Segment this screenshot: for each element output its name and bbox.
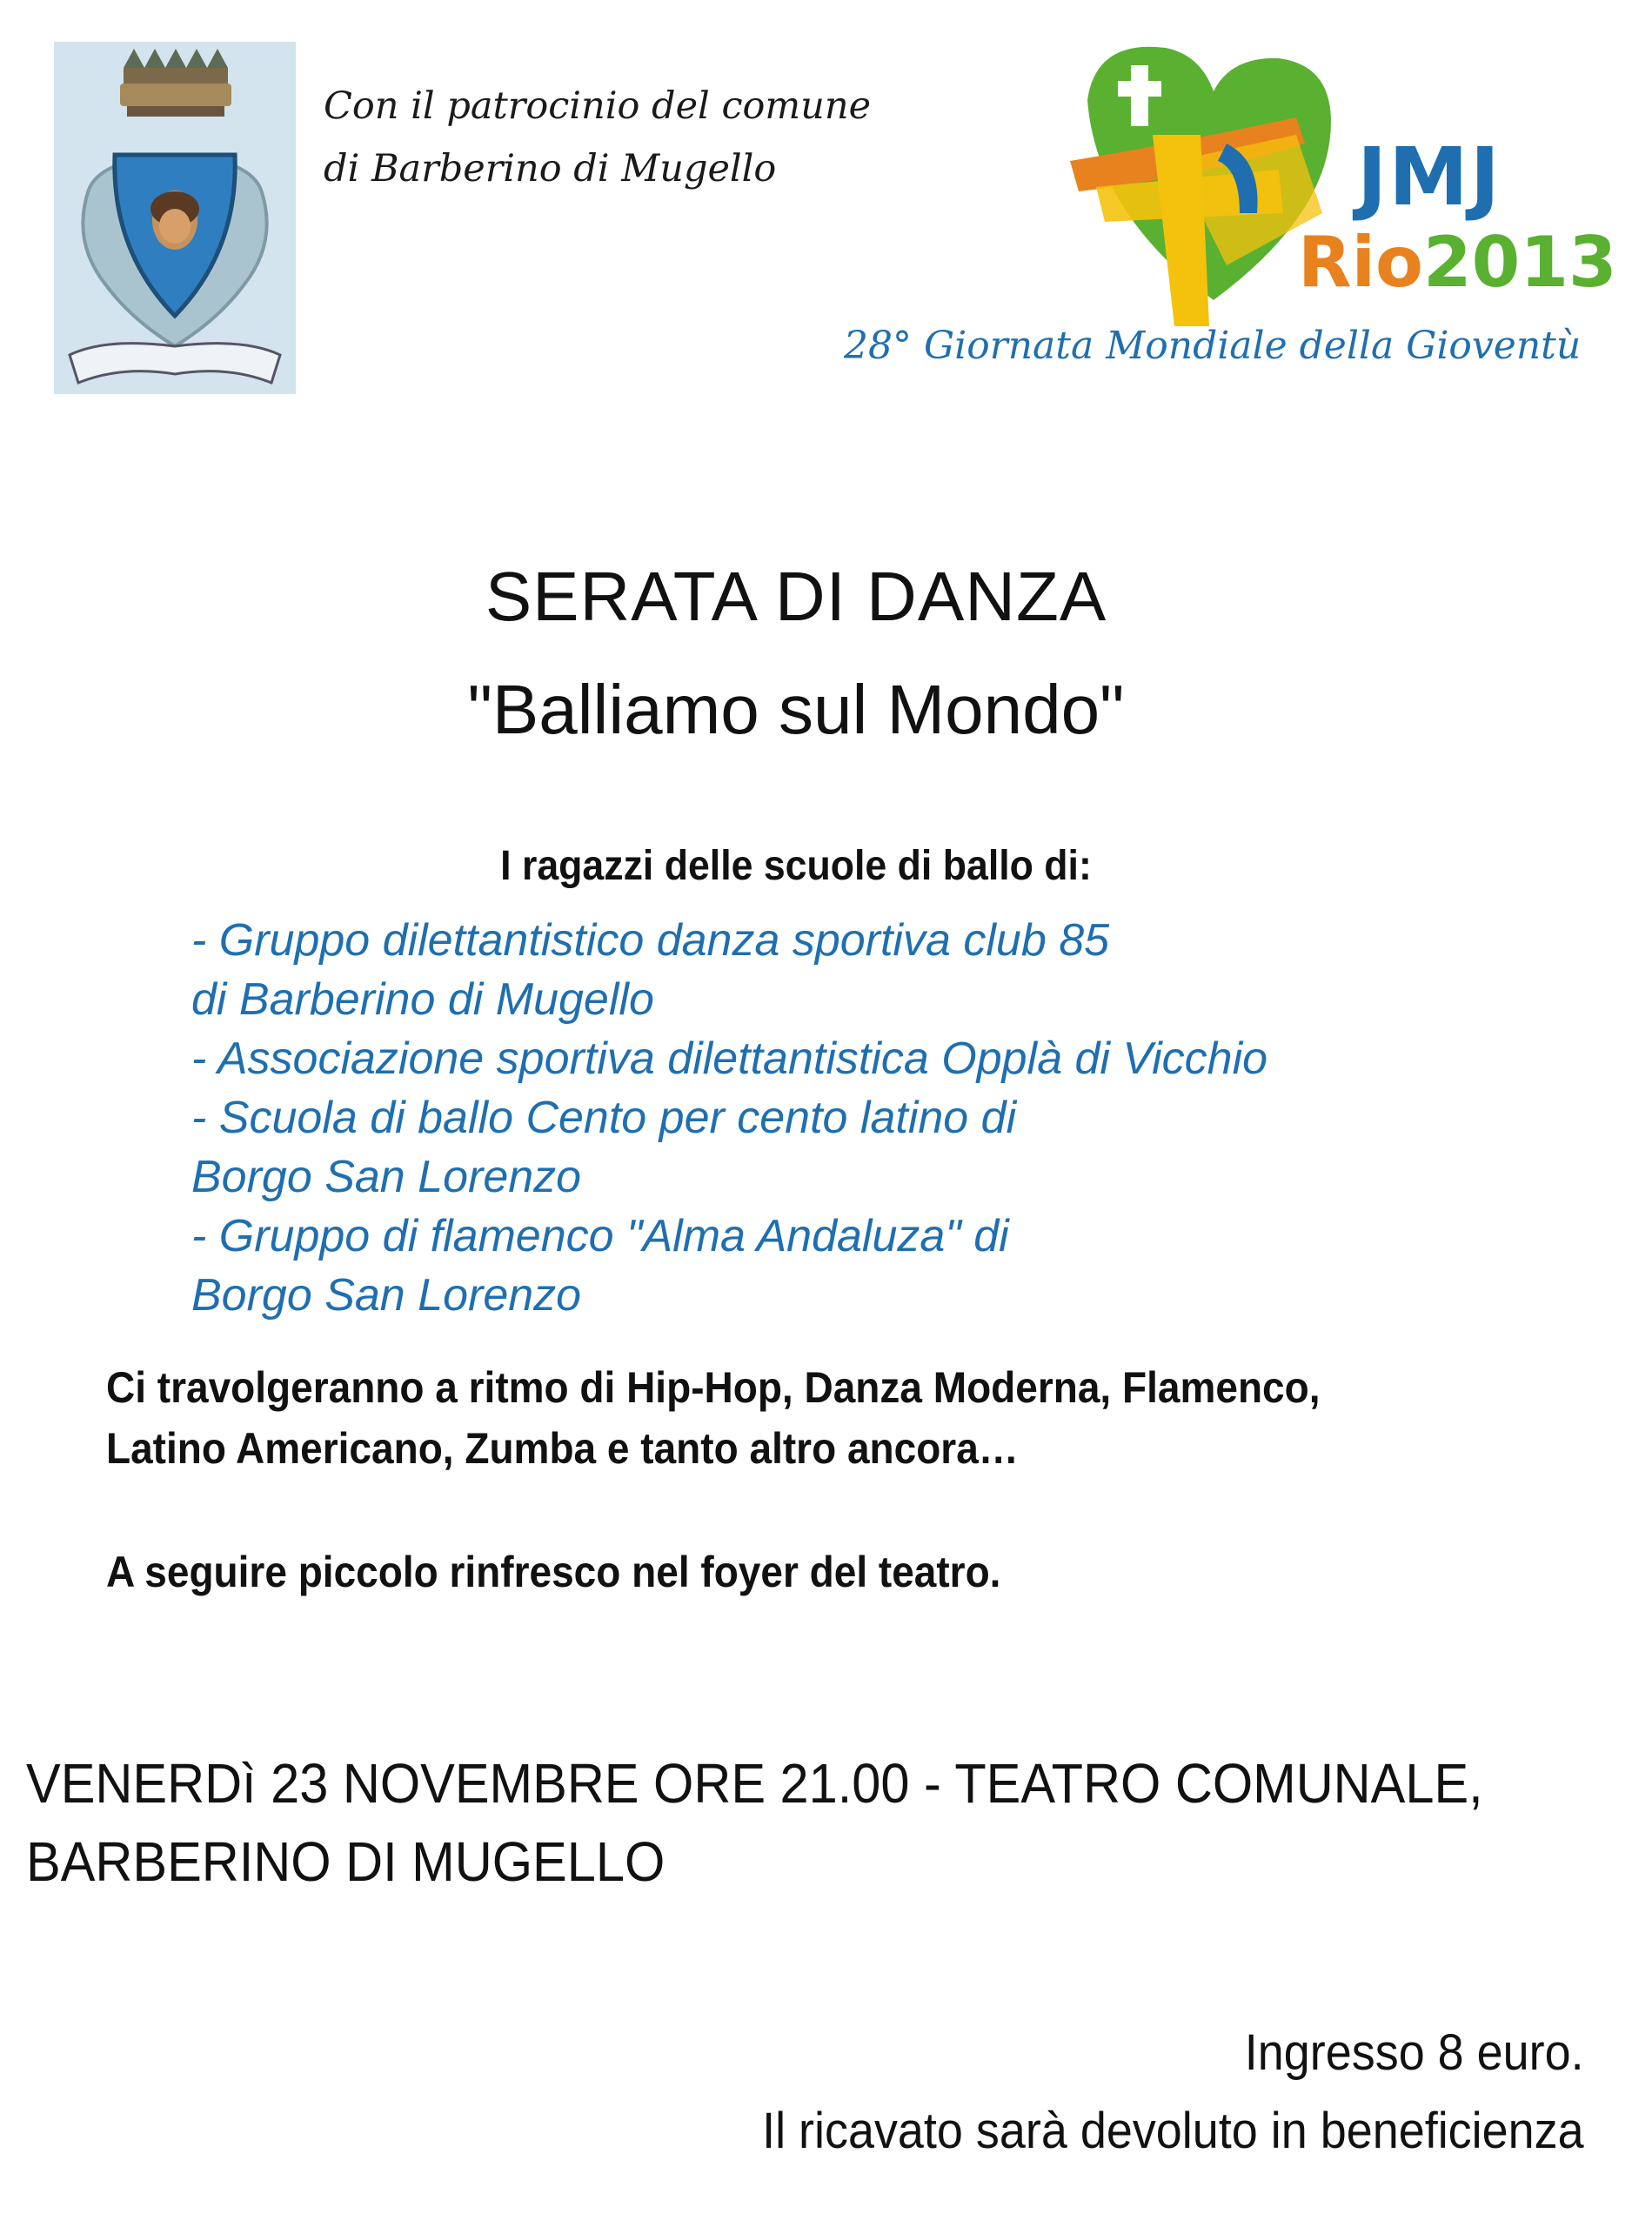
coat-of-arms-icon: [54, 42, 296, 394]
dance-styles-line-2: Latino Americano, Zumba e tanto altro ancora…: [106, 1424, 1019, 1473]
list-item: - Associazione sportiva dilettantistica Opplà di Vicchio: [191, 1033, 1268, 1084]
coat-of-arms-logo: [54, 42, 296, 394]
patronage-line-1: Con il patrocinio del comune: [324, 84, 872, 128]
dance-styles-line-1: Ci travolgeranno a ritmo di Hip-Hop, Danza Moderna, Flamenco,: [106, 1363, 1321, 1412]
event-date-line-2: BARBERINO DI MUGELLO: [26, 1830, 665, 1893]
logo-jmj-text: JMJ: [1357, 130, 1502, 224]
list-item: Borgo San Lorenzo: [191, 1270, 582, 1321]
patronage-text: [324, 75, 871, 200]
schools-list: [191, 911, 1267, 1325]
list-item: Borgo San Lorenzo: [191, 1152, 582, 1202]
refreshment-note: A seguire piccolo rinfresco nel foyer del teatro.: [106, 1548, 1001, 1596]
logo-rio-text: Rio: [1298, 222, 1423, 303]
patronage-line-2: di Barberino di Mugello: [324, 147, 777, 191]
logo-year-text: 2013: [1422, 222, 1617, 303]
page-subtitle: "Balliamo sul Mondo": [467, 671, 1125, 748]
jmj-rio-2013-logo: [1070, 39, 1617, 326]
event-date-location: [26, 1744, 1483, 1901]
list-item: - Scuola di ballo Cento per cento latino di: [191, 1093, 1017, 1143]
entry-info: [762, 2014, 1584, 2170]
list-item: - Gruppo di flamenco "Alma Andaluza" di: [191, 1211, 1009, 1261]
list-item: di Barberino di Mugello: [191, 974, 654, 1025]
giornata-subtitle: 28° Giornata Mondiale della Gioventù: [844, 324, 1582, 368]
logo-rio-year: [1298, 222, 1617, 303]
schools-intro: I ragazzi delle scuole di ballo di:: [500, 843, 1092, 889]
event-date-line-1: VENERDì 23 NOVEMBRE ORE 21.00 - TEATRO COMUNALE,: [26, 1752, 1483, 1815]
dance-styles-text: [106, 1357, 1321, 1479]
list-item: - Gruppo dilettantistico danza sportiva club 85: [191, 915, 1110, 966]
entry-price: Ingresso 8 euro.: [1245, 2024, 1584, 2081]
page-title: SERATA DI DANZA: [485, 558, 1107, 635]
charity-note: Il ricavato sarà devoluto in beneficienza: [762, 2103, 1584, 2159]
